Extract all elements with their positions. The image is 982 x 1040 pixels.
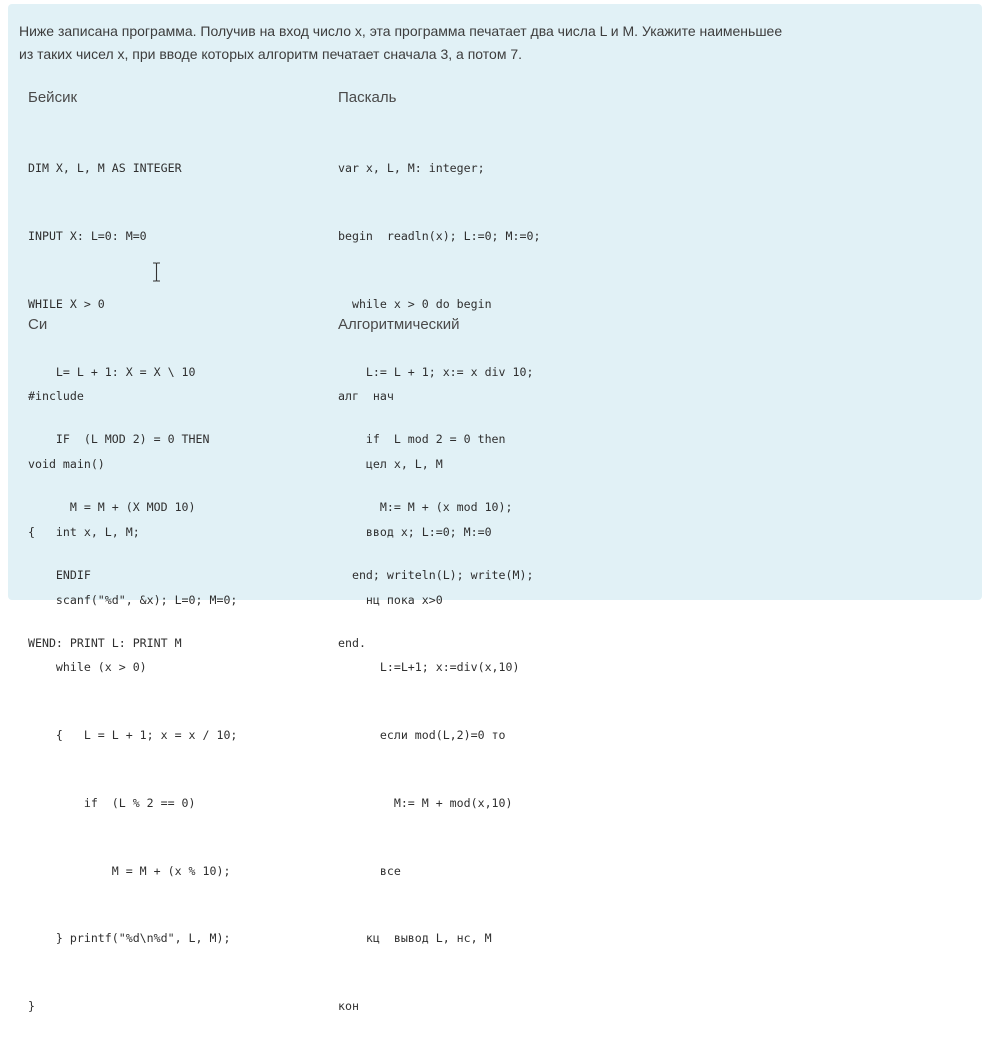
task-line-2: из таких чисел x, при вводе которых алгоритм печатает сначала 3, а потом 7.: [19, 46, 523, 62]
c-title: Си: [28, 316, 48, 333]
code-line: кон: [338, 999, 359, 1014]
code-line: WHILE X > 0: [28, 296, 105, 311]
code-line: ввод x; L:=0; M:=0: [338, 524, 492, 539]
basic-title: Бейсик: [28, 89, 78, 106]
code-line: scanf("%d", &x); L=0; M=0;: [28, 592, 238, 607]
code-line: WEND: PRINT L: PRINT M: [28, 635, 182, 650]
code-line: #include: [28, 389, 84, 404]
code-line: M:= M + mod(x,10): [338, 795, 513, 810]
code-line: кц вывод L, нс, M: [338, 931, 492, 946]
task-statement: [19, 20, 969, 66]
text-cursor-icon: [152, 262, 161, 282]
code-line: { L = L + 1; x = x / 10;: [28, 728, 238, 743]
code-line: нц пока x>0: [338, 592, 443, 607]
code-line: end.: [338, 635, 366, 650]
code-line: все: [338, 863, 401, 878]
code-line: if (L % 2 == 0): [28, 795, 196, 810]
code-line: var x, L, M: integer;: [338, 161, 485, 176]
code-line: begin readln(x); L:=0; M:=0;: [338, 228, 541, 243]
algo-title: Алгоритмический: [338, 316, 460, 333]
pascal-title: Паскаль: [338, 89, 397, 106]
code-line: алг нач: [338, 389, 394, 404]
code-line: while x > 0 do begin: [338, 296, 492, 311]
algo-code: [338, 340, 519, 1040]
task-line-1: Ниже записана программа. Получив на вход число x, эта программа печатает два числа L и M. Укажите наименьшее: [19, 23, 783, 39]
code-line: если mod(L,2)=0 то: [338, 728, 506, 743]
code-line: INPUT X: L=0: M=0: [28, 228, 147, 243]
c-code: [28, 340, 237, 1040]
code-line: { int x, L, M;: [28, 524, 140, 539]
code-line: } printf("%d\n%d", L, M);: [28, 931, 231, 946]
code-line: L:=L+1; x:=div(x,10): [338, 660, 520, 675]
code-line: }: [28, 999, 35, 1014]
code-line: IF (L MOD 2) = 0 THEN: [28, 432, 210, 447]
code-line: M = M + (X MOD 10): [28, 500, 196, 515]
code-line: if L mod 2 = 0 then: [338, 432, 506, 447]
code-line: ENDIF: [28, 567, 91, 582]
code-line: L= L + 1: X = X \ 10: [28, 364, 196, 379]
code-line: void main(): [28, 456, 105, 471]
code-line: while (x > 0): [28, 660, 147, 675]
code-line: DIM X, L, M AS INTEGER: [28, 161, 182, 176]
code-line: M = M + (x % 10);: [28, 863, 231, 878]
code-line: L:= L + 1; x:= x div 10;: [338, 364, 534, 379]
code-line: end; writeln(L); write(M);: [338, 567, 534, 582]
code-line: цел x, L, M: [338, 456, 443, 471]
code-line: M:= M + (x mod 10);: [338, 500, 513, 515]
